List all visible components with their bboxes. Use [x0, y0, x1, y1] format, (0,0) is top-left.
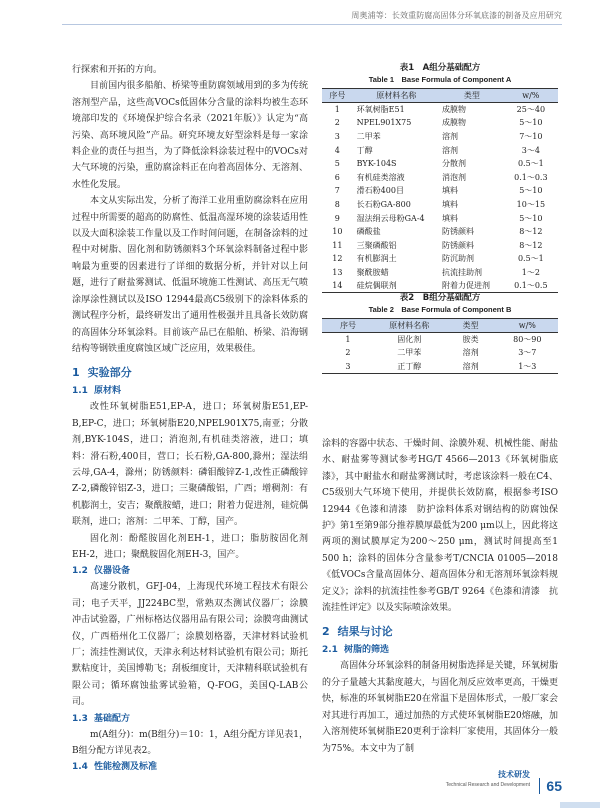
subsection-number: 1.4: [72, 762, 88, 773]
paragraph: 涂料的容器中状态、干燥时间、涂膜外观、机械性能、耐盐水、耐盐雾等测试参考HG/T 4566—2013《环氧树脂底漆》，其中耐盐水和耐盐雾测试时，考虑该涂料一般在C4、C5级别大气环境下使用，并提供长效防腐，根据参考ISO 12944《色漆和清漆 防护涂料体系对钢结构的防腐蚀保护》第1至第9部分推荐膜厚最低为200 μm以上，因此将这两项的测试膜厚定为200～250 μm，测试时间提高至1 500 h；涂料的固体分含量参考T/CNCIA 01005—2018《低VOCs含量高固体分、超高固体分和无溶剂环氧涂料规定义》；涂料的抗流挂性参考GB/T 9264《色漆和清漆 抗流挂性评定》以及实际喷涂效果。: [322, 439, 558, 614]
subsection-heading-2-1: [322, 642, 558, 658]
table-cell: 1～3: [497, 360, 558, 374]
table-cell: 溶剂: [445, 360, 497, 374]
table-row: [322, 266, 558, 280]
table-cell: 丁醇: [356, 145, 373, 155]
table-cell: 2: [334, 118, 340, 128]
column-header: w/%: [497, 319, 558, 333]
table-cell: 25～40: [516, 105, 546, 115]
table-cell: 5: [334, 159, 340, 169]
table-caption-en: Table 1 Base Formula of Component A: [368, 75, 512, 84]
table-cell: 1: [334, 105, 340, 115]
table-cell: 聚酰胺蜡: [356, 267, 389, 277]
table-cell: 3～4: [521, 145, 540, 155]
table-cell: 溶剂: [462, 348, 479, 358]
section-heading-1: [72, 363, 308, 383]
table-cell: 5～10: [519, 186, 543, 196]
table-cell: 成膜物: [441, 118, 466, 128]
table-row: [322, 116, 558, 130]
table-cell: 有机硅类溶液: [356, 172, 405, 182]
table-cell: 固化剂: [397, 335, 422, 345]
subsection-heading-1-4: [72, 759, 308, 775]
subsection-number: 1.1: [72, 386, 88, 397]
table-row: [322, 279, 558, 293]
table-cell: 2: [345, 348, 351, 358]
table-cell: 1: [345, 335, 351, 345]
paragraph: 目前国内很多船舶、桥梁等重防腐领域用到的多为传统溶剂型产品，这些高VOCs低固体分含量的涂料均被生态环境部印发的《环境保护综合名录（2021年版）》认定为“高污染、高环境风险”产品。研究环境友好型涂料是每一家涂料企业的责任与担当，为了降低涂料涂装过程中的VOCs对大气环境的污染，重防腐涂料正在向着高固体分、无溶剂、水性化发展。: [72, 81, 308, 190]
table-cell: 防沉助剂: [441, 254, 474, 264]
subsection-title: 树脂的筛选: [343, 645, 389, 656]
subsection-title: 仪器设备: [93, 566, 130, 577]
column-header: 类型: [445, 319, 497, 333]
table-cell: 12: [332, 254, 343, 264]
table-cell: 6: [334, 172, 340, 182]
subsection-heading-1-1: [72, 383, 308, 399]
table-cell: 1～2: [521, 267, 540, 277]
subsection-heading-1-3: [72, 711, 308, 727]
table-cell: 附着力促进剂: [440, 279, 504, 293]
table-2: [322, 292, 558, 374]
table-cell: 湿法绢云母粉GA-4: [356, 213, 425, 223]
table-row: [322, 143, 558, 157]
column-header: 序号: [322, 319, 374, 333]
table-row: [322, 360, 558, 374]
column-header: 原材料名称: [353, 89, 440, 103]
table-cell: 3: [334, 131, 340, 141]
table-cell: 成膜物: [441, 105, 466, 115]
data-table: [322, 318, 558, 374]
subsection-number: 2.1: [322, 645, 338, 656]
subsection-number: 1.3: [72, 713, 88, 724]
table-cell: 7: [334, 186, 340, 196]
section-title: 实验部分: [87, 366, 132, 380]
table-cell: 溶剂: [441, 145, 458, 155]
table-row: [322, 225, 558, 239]
table-cell: 填料: [441, 186, 458, 196]
table-cell: 三聚磷酸铝: [356, 240, 397, 250]
running-head: 周奥浦等：长效重防腐高固体分环氧底漆的制备及应用研究: [351, 11, 562, 20]
table-row: [322, 252, 558, 266]
table-cell: 防锈颜料: [441, 227, 474, 237]
journal-section-tab: [446, 770, 530, 790]
table-cell: 抗流挂助剂: [441, 267, 482, 277]
table-row: [322, 103, 558, 117]
table-caption-en: Table 2 Base Formula of Component B: [368, 305, 512, 314]
paragraph: 高速分散机，GFJ-04，上海现代环境工程技术有限公司；电子天平，JJ224BC型，常熟双杰测试仪器厂；涂膜冲击试验器，广州标格达仪器用品有限公司；涂膜弯曲测试仪，广西梧州化工仪器厂；涂膜划格器，天津材料试验机厂；流挂性测试仪，天津永利达材料试验机有限公司；斯托默粘度计，美国博勒飞；刮板细度计，天津精科联试验机有限公司；循环腐蚀盐雾试验箱，Q-FOG，美国Q-LAB公司。: [72, 582, 308, 708]
table-row: [322, 198, 558, 212]
table-cell: 80～90: [513, 335, 542, 345]
table-row: [322, 170, 558, 184]
table-cell: 有机膨润土: [356, 254, 397, 264]
journal-section-en: Technical Research and Development: [445, 782, 530, 788]
table-cell: 4: [334, 145, 340, 155]
table-cell: 防锈颜料: [441, 240, 474, 250]
table-row: [322, 130, 558, 144]
table-cell: 二甲苯: [397, 348, 422, 358]
table-header-row: [322, 319, 558, 333]
subsection-heading-1-2: [72, 563, 308, 579]
paragraph: 改性环氧树脂E51,EP-A，进口；环氧树脂E51,EP-B,EP-C，进口；环氧树脂E20,NPEL901X75,南亚；分散剂,BYK-104S，进口；消泡剂,有机硅类溶液，进口；填料：滑石粉,400目，营口；长石粉,GA-800,滁州；湿法绢云母,GA-4，滁州；防锈颜料：磷钼酸锌Z-1,改性正磷酸锌Z-2,磷酸锌铝Z-3，进口；三聚磷酸铝，广西；增稠剂：有机膨润土，安吉；聚酰胺蜡，进口；附着力促进剂，硅烷偶联剂，进口；溶剂：二甲苯、丁醇，国产。: [72, 402, 308, 528]
paragraph: 行探索和开拓的方向。: [72, 65, 163, 75]
table-cell: 正丁醇: [374, 360, 445, 374]
data-table: [322, 88, 558, 293]
paragraph: 高固体分环氧涂料的制备用树脂选择是关键，环氧树脂的分子量越大其黏度越大，与固化剂反应效率更高，干燥更快，标准的环氧树脂E20在常温下是固体形式，一般厂家会对其进行再加工，通过加热的方式使环氧树脂E20熔融，加入溶剂使环氧树脂E20更利于涂料厂家使用，其固体分一般为75%。本文中为了制: [322, 661, 558, 754]
table-cell: 0.5～1: [517, 254, 544, 264]
table-cell: 10～15: [516, 199, 546, 209]
table-cell: 环氧树脂E51: [356, 105, 405, 115]
paragraph: 固化剂：酚醛胺固化剂EH-1，进口；脂肪胺固化剂EH-2，进口；聚酰胺固化剂EH-3，国产。: [72, 533, 308, 560]
column-header: 类型: [440, 89, 504, 103]
column-header: 原材料名称: [374, 319, 445, 333]
section-number: 1: [72, 366, 80, 380]
table-cell: 填料: [441, 213, 458, 223]
table-cell: 胺类: [462, 335, 479, 345]
table-header-row: [322, 89, 558, 103]
subsection-title: 基础配方: [93, 713, 130, 724]
paragraph: m(A组分)：m(B组分)＝10：1，A组分配方详见表1，B组分配方详见表2。: [72, 729, 308, 757]
table-row: [322, 238, 558, 252]
page-number: 65: [539, 778, 562, 794]
table-cell: 8～12: [519, 240, 543, 250]
subsection-title: 性能检测及标准: [93, 762, 157, 773]
table-row: [322, 333, 558, 347]
table-cell: 3～7: [518, 348, 537, 358]
table-cell: 0.5～1: [517, 159, 544, 169]
table-row: [322, 346, 558, 360]
table-cell: 5～10: [519, 213, 543, 223]
table-cell: 0.1～0.5: [504, 279, 558, 293]
table-cell: 消泡剂: [441, 172, 466, 182]
subsection-number: 1.2: [72, 566, 88, 577]
table-cell: 磷酸盐: [356, 227, 381, 237]
table-row: [322, 184, 558, 198]
table-cell: 分散剂: [441, 159, 466, 169]
table-cell: 二甲苯: [356, 131, 381, 141]
table-cell: 10: [332, 227, 343, 237]
table-caption-zh: 表1 A组分基础配方: [399, 63, 481, 73]
table-cell: 13: [332, 267, 343, 277]
journal-section-zh: 技术研发: [498, 770, 530, 779]
table-cell: 3: [322, 360, 374, 374]
table-caption-zh: 表2 B组分基础配方: [399, 293, 481, 303]
table-row: [322, 211, 558, 225]
table-row: [322, 157, 558, 171]
table-cell: 硅烷偶联剂: [353, 279, 440, 293]
table-cell: 11: [332, 240, 343, 250]
table-cell: 8: [334, 199, 340, 209]
subsection-title: 原材料: [93, 386, 121, 397]
section-heading-2: [322, 622, 558, 642]
table-cell: NPEL901X75: [356, 118, 412, 128]
section-number: 2: [322, 625, 330, 639]
paragraph: 本文从实际出发，分析了海洋工业用重防腐涂料在应用过程中所需要的超高的防腐性、低温高湿环境的涂装适用性以及大面积涂装工作量以及工作时间问题，在制备涂料的过程中对树脂、固化剂和防锈颜料3个环氧涂料制备过程中影响最为重要的因素进行了详细的数据分析，并针对以上问题，进行了耐盐雾测试、低温环境施工性测试、高压无气喷涂厚涂性测试以及ISO 12944最高C5级别下的涂料体系的测试程序分析，最终研发出了通用性极强并且具备长效防腐的高固体分环氧涂料。目前该产品已在船舶、桥梁、沿海钢结构等钢铁重度腐蚀区域广泛应用，效果极佳。: [72, 196, 308, 354]
left-column: [72, 62, 308, 775]
table-cell: 8～12: [519, 227, 543, 237]
header-rule: [62, 24, 562, 25]
table-cell: BYK-104S: [356, 159, 397, 169]
table-cell: 7～10: [519, 131, 543, 141]
table-cell: 溶剂: [441, 131, 458, 141]
table-cell: 填料: [441, 199, 458, 209]
column-header: 序号: [322, 89, 353, 103]
section-title: 结果与讨论: [337, 625, 393, 639]
table-cell: 5～10: [519, 118, 543, 128]
table-cell: 14: [322, 279, 353, 293]
right-column: [322, 436, 558, 757]
table-cell: 0.1～0.3: [514, 172, 548, 182]
table-cell: 滑石粉400目: [356, 186, 404, 196]
table-1: [322, 62, 558, 293]
table-cell: 长石粉GA-800: [356, 199, 411, 209]
footer-decoration: [560, 802, 600, 808]
table-cell: 9: [334, 213, 340, 223]
column-header: w/%: [504, 89, 558, 103]
